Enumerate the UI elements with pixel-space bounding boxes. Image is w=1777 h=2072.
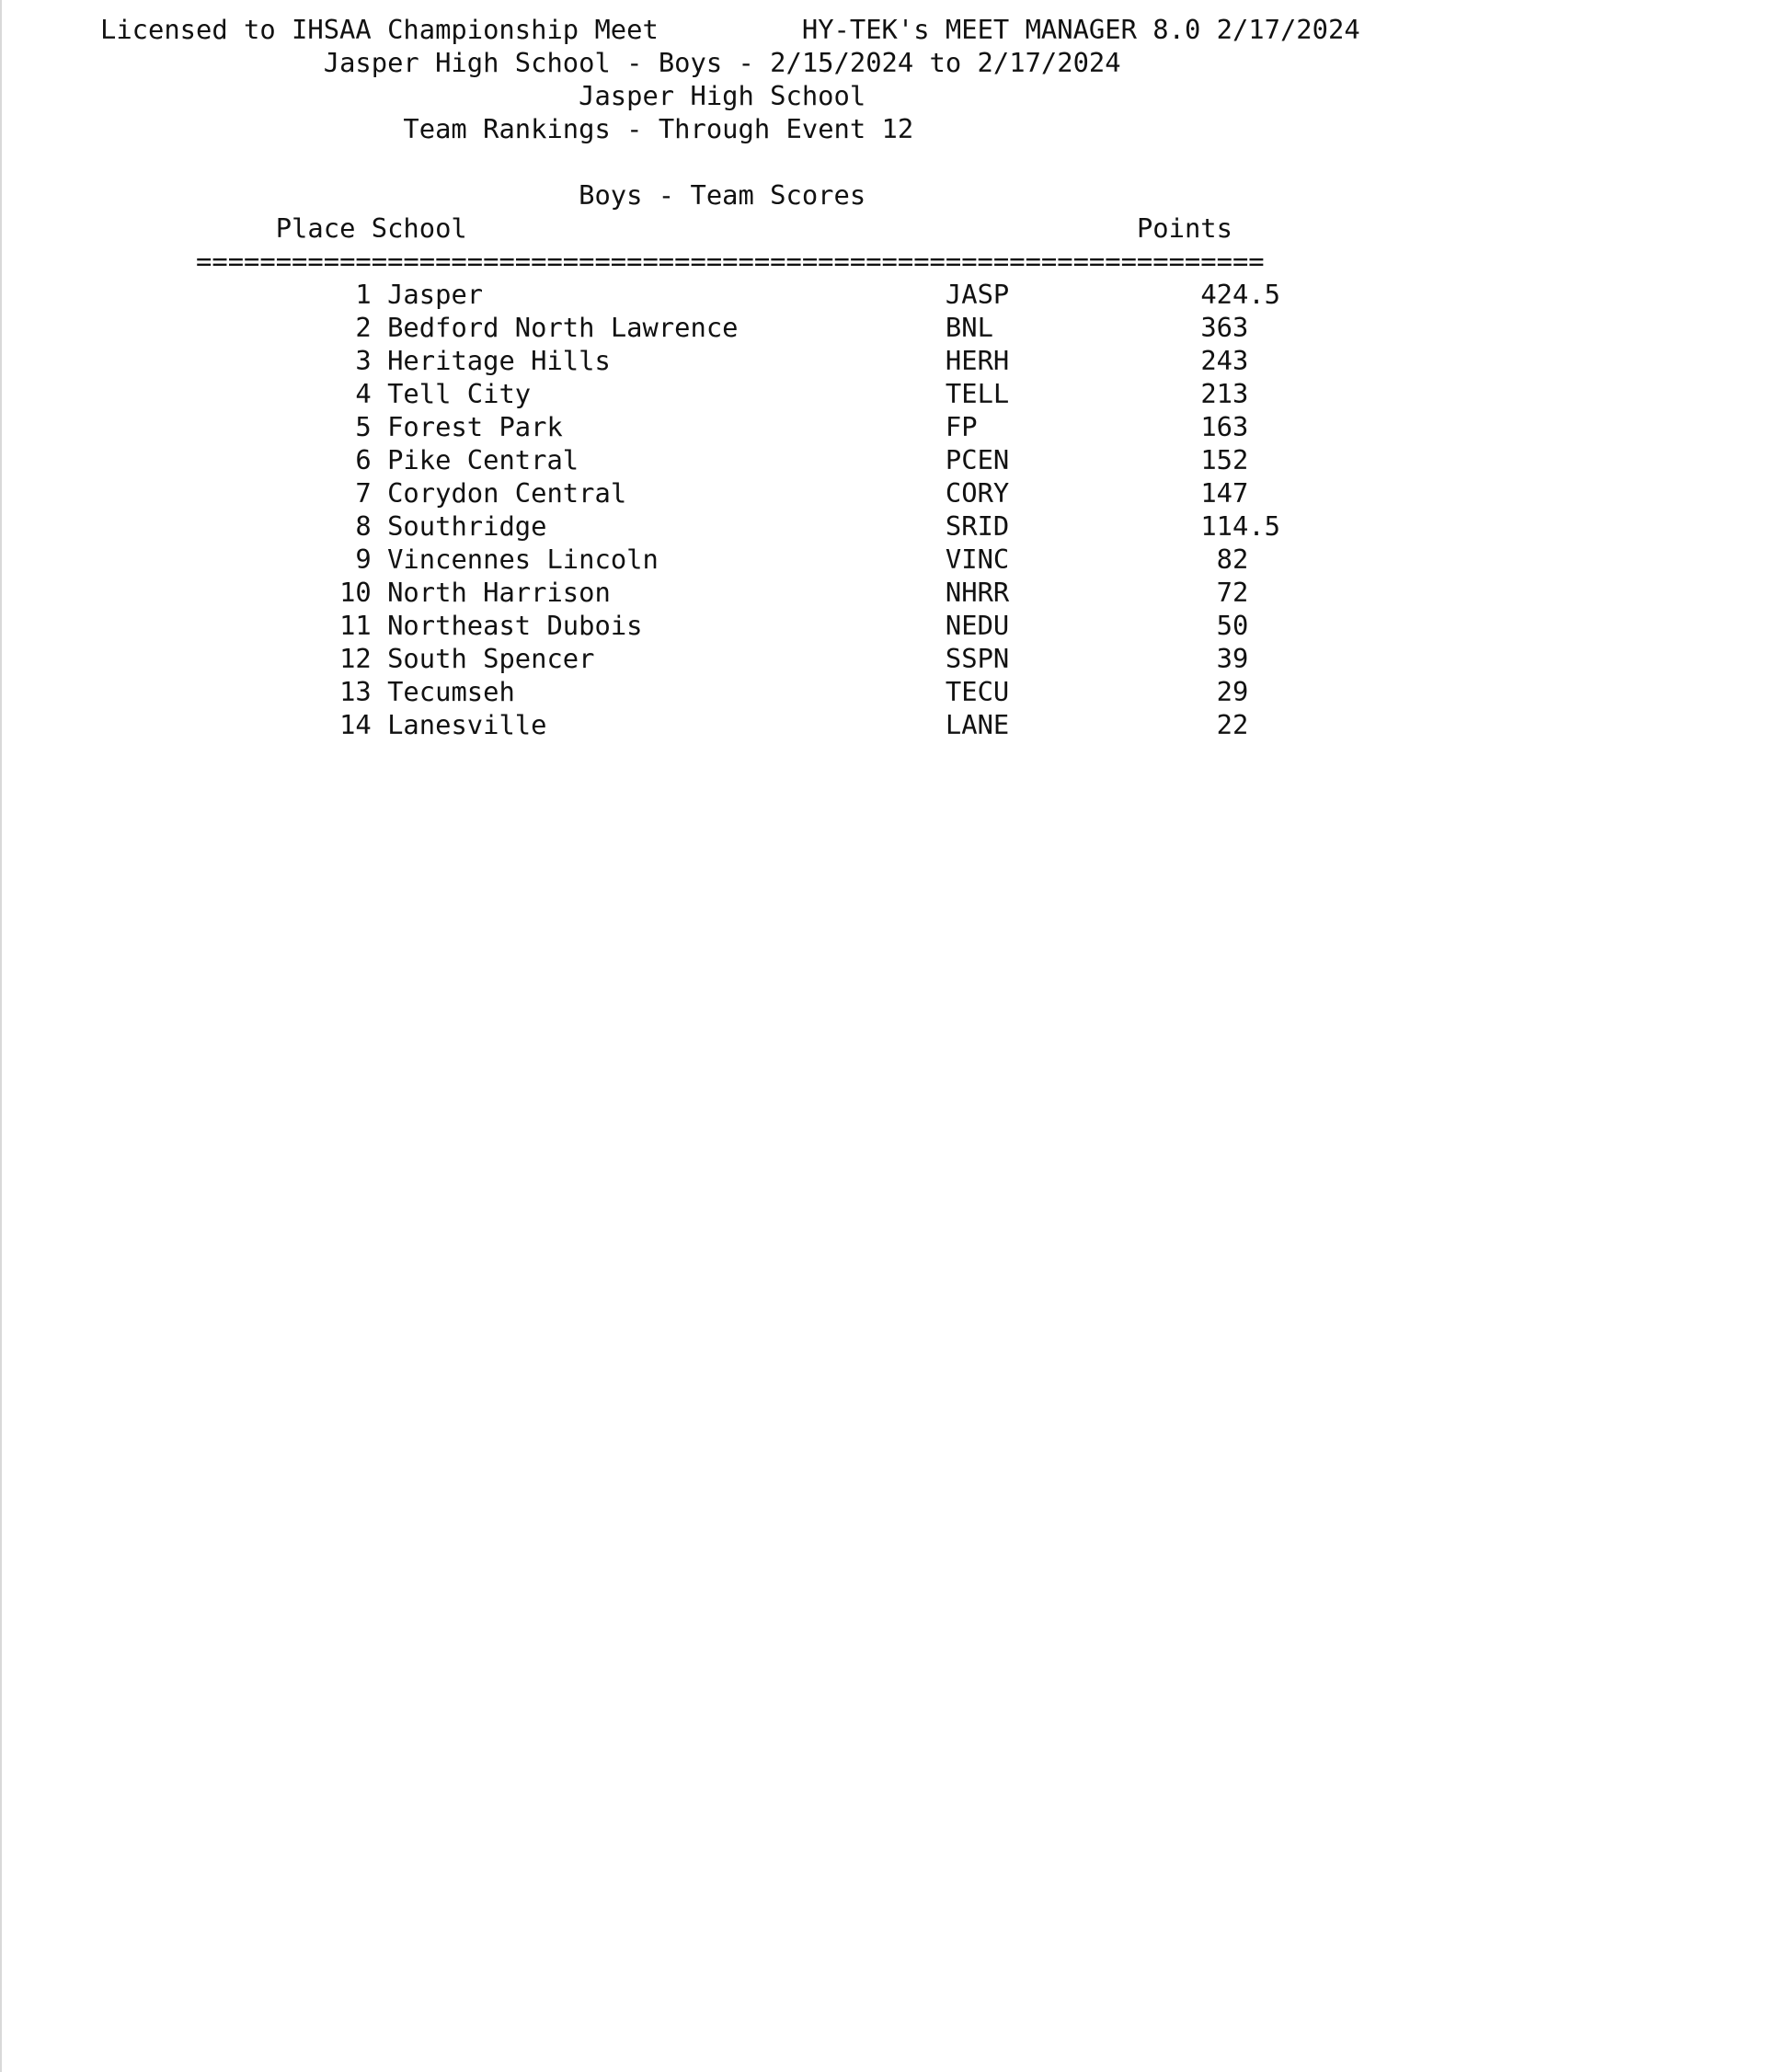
col-place-header: Place [275,212,356,244]
row-points: 50 [1216,610,1249,641]
row-school: South Spencer [387,643,595,674]
row-school: Pike Central [387,444,579,475]
team-scores-table [100,278,1360,741]
meet-line [100,46,1360,79]
table-row [100,410,1360,443]
row-team-code: BNL [945,312,993,343]
table-row [100,311,1360,344]
row-team-code: NEDU [945,610,1010,641]
row-points: 152 [1200,444,1249,475]
license-text: Licensed to IHSAA Championship Meet [100,14,659,45]
row-points: 163 [1200,411,1249,442]
row-points: 213 [1200,378,1249,409]
row-school: Lanesville [387,709,547,740]
row-points: 424.5 [1200,279,1280,310]
row-place: 12 [339,643,372,674]
row-place: 13 [339,676,372,707]
row-place: 6 [355,444,372,475]
venue-name: Jasper High School [579,80,866,111]
table-row [100,675,1360,708]
row-team-code: LANE [945,709,1010,740]
row-school: North Harrison [387,577,611,608]
table-row [100,443,1360,476]
table-row [100,509,1360,543]
row-school: Southridge [387,510,547,542]
row-team-code: SRID [945,510,1010,542]
meet-title: Jasper High School - Boys - 2/15/2024 to 2/17/2024 [323,47,1121,78]
venue-line [100,79,1360,112]
col-school-header: School [371,212,467,244]
row-points: 82 [1216,544,1249,575]
row-points: 29 [1216,676,1249,707]
row-school: Vincennes Lincoln [387,544,659,575]
row-place: 1 [355,279,372,310]
row-team-code: PCEN [945,444,1010,475]
row-team-code: FP [945,411,978,442]
table-row [100,576,1360,609]
license-line [100,13,1360,46]
row-school: Forest Park [387,411,563,442]
row-team-code: JASP [945,279,1010,310]
row-team-code: TELL [945,378,1010,409]
row-points: 22 [1216,709,1249,740]
row-place: 10 [339,577,372,608]
table-row [100,278,1360,311]
blank-line [100,145,1360,178]
team-rankings-report [100,13,1360,741]
row-school: Tell City [387,378,532,409]
row-team-code: TECU [945,676,1010,707]
row-team-code: CORY [945,477,1010,509]
row-team-code: VINC [945,544,1010,575]
row-school: Jasper [387,279,484,310]
row-points: 72 [1216,577,1249,608]
row-school: Northeast Dubois [387,610,643,641]
row-team-code: SSPN [945,643,1010,674]
row-place: 14 [339,709,372,740]
row-place: 5 [355,411,372,442]
section-title: Boys - Team Scores [579,179,866,211]
row-points: 243 [1200,345,1249,376]
row-place: 9 [355,544,372,575]
col-points-header: Points [1136,212,1232,244]
software-version: HY-TEK's MEET MANAGER 8.0 2/17/2024 [801,14,1360,45]
row-place: 11 [339,610,372,641]
row-place: 2 [355,312,372,343]
row-place: 4 [355,378,372,409]
separator-line [100,245,1360,278]
table-row [100,609,1360,642]
report-title: Team Rankings - Through Event 12 [403,113,914,144]
report-title-line [100,112,1360,145]
table-row [100,476,1360,509]
table-row [100,344,1360,377]
table-row [100,377,1360,410]
section-title-line [100,178,1360,212]
row-place: 3 [355,345,372,376]
row-school: Tecumseh [387,676,515,707]
row-points: 39 [1216,643,1249,674]
row-place: 8 [355,510,372,542]
table-row [100,708,1360,741]
row-points: 147 [1200,477,1249,509]
row-school: Corydon Central [387,477,627,509]
column-header-line [100,212,1360,245]
row-school: Heritage Hills [387,345,611,376]
table-row [100,543,1360,576]
row-team-code: NHRR [945,577,1010,608]
row-school: Bedford North Lawrence [387,312,739,343]
row-points: 114.5 [1200,510,1280,542]
table-row [100,642,1360,675]
separator: =================================================================== [196,246,1265,277]
row-team-code: HERH [945,345,1010,376]
row-points: 363 [1200,312,1249,343]
row-place: 7 [355,477,372,509]
